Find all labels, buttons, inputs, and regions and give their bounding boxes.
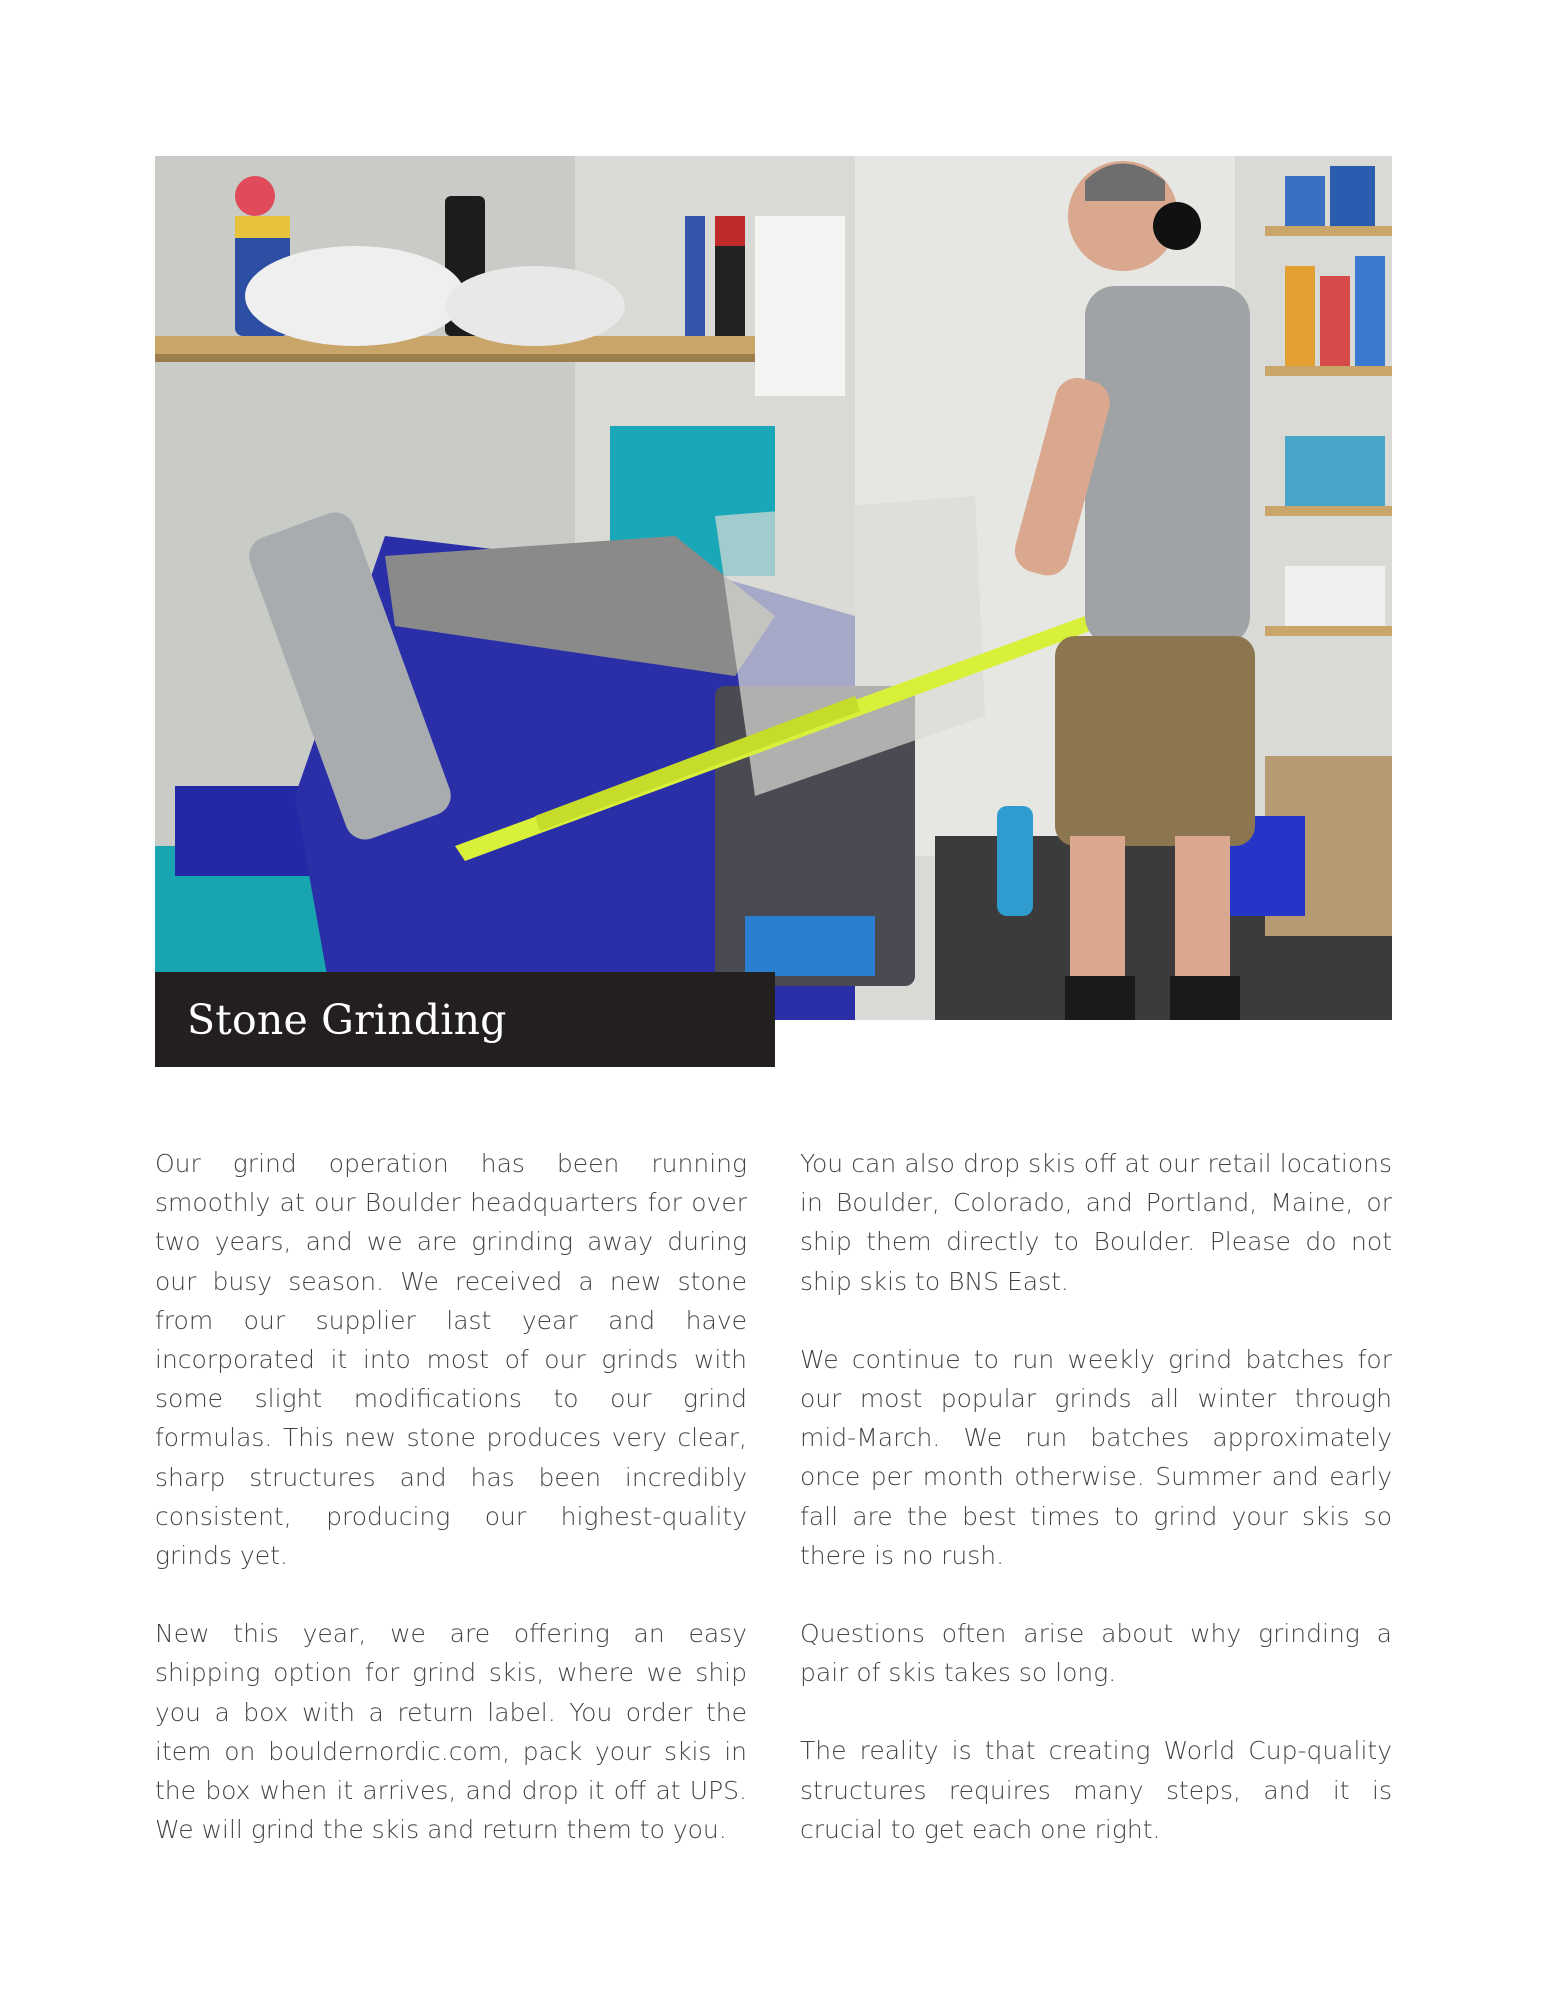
section-title-banner: [155, 972, 775, 1067]
paragraph: New this year, we are offering an easy shipping option for grind skis, where we ship you a box with a return label. You order the item on bouldernordic.com, pack your skis in the box when it arrives, and drop it off at UPS. We will grind the skis and return them to you.: [155, 1619, 747, 1845]
paragraph: You can also drop skis off at our retail locations in Boulder, Colorado, and Portland, Maine, or ship them directly to Boulder. Please do not ship skis to BNS East.: [800, 1149, 1392, 1296]
stone-grinding-photo: [155, 156, 1392, 1020]
photo-illustration: [155, 156, 1392, 1020]
paragraph: Questions often arise about why grinding a pair of skis takes so long.: [800, 1619, 1392, 1688]
paragraph: We continue to run weekly grind batches for our most popular grinds all winter through mid-March. We run batches approximately once per month otherwise. Summer and early fall are the best times to grind your skis so there is no rush.: [800, 1344, 1392, 1570]
paragraph: The reality is that creating World Cup-quality structures requires many steps, and it is crucial to get each one right.: [800, 1736, 1392, 1844]
left-text-column: [155, 1144, 747, 1849]
right-text-column: [800, 1144, 1392, 1849]
paragraph: Our grind operation has been running smoothly at our Boulder headquarters for over two years, and we are grinding away during our busy season. We received a new stone from our supplier last year and have incorporated it into most of our grinds with some slight modifications to our grind formulas. This new stone produces very clear, sharp structures and has been incredibly consistent, producing our highest-quality grinds yet.: [155, 1149, 747, 1571]
section-title: Stone Grinding: [187, 995, 507, 1044]
